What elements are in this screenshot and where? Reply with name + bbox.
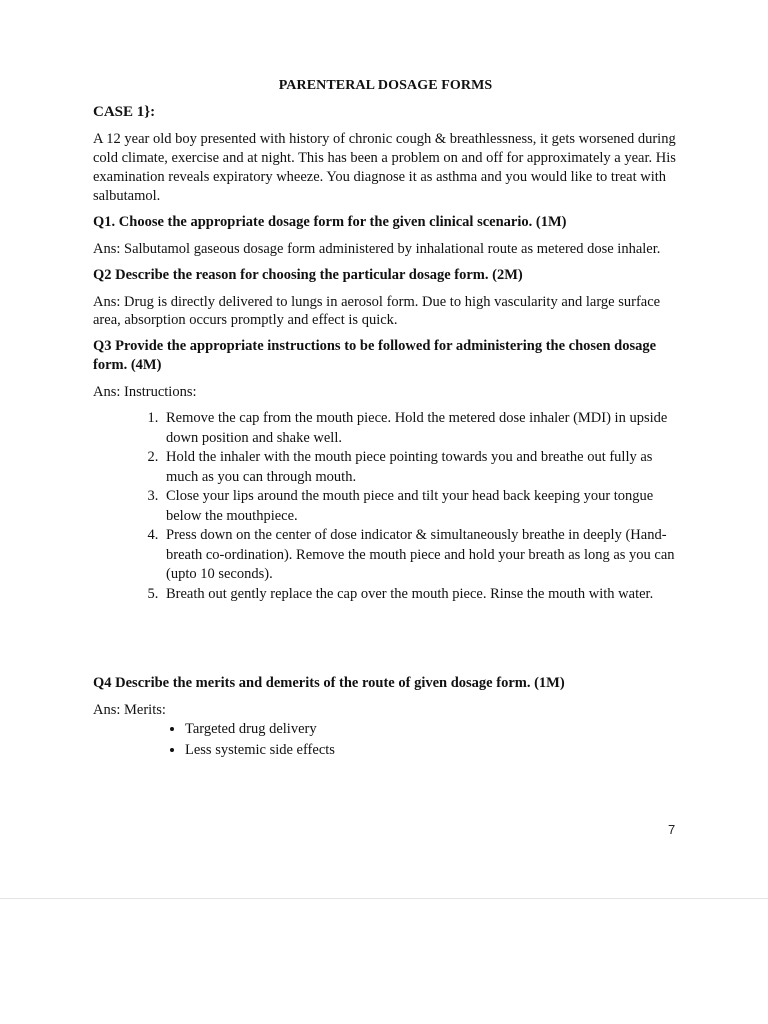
page-content xyxy=(93,78,678,761)
question-1: Q1. Choose the appropriate dosage form for the given clinical scenario. (1M) xyxy=(93,214,567,230)
question-3: Q3 Provide the appropriate instructions to be followed for administering the chosen dosage form. (4M) xyxy=(93,338,657,373)
instruction-step: 4. Press down on the center of dose indicator & simultaneously breathe in deeply (Hand-breath co-ordination). Remove the mouth piece and hold your breath as long as you can (upto 10 seconds). xyxy=(162,526,678,585)
question-2: Q2 Describe the reason for choosing the particular dosage form. (2M) xyxy=(93,267,523,283)
merit-item: • Targeted drug delivery xyxy=(185,719,678,740)
viewer-background[interactable] xyxy=(0,899,768,1024)
merits-list xyxy=(93,719,678,761)
blank-space xyxy=(93,604,678,674)
instruction-step: 1. Remove the cap from the mouth piece. Hold the metered dose inhaler (MDI) in upside down position and shake well. xyxy=(162,409,678,448)
question-4: Q4 Describe the merits and demerits of the route of given dosage form. (1M) xyxy=(93,675,565,691)
answer-1: Ans: Salbutamol gaseous dosage form administered by inhalational route as metered dose inhaler. xyxy=(93,241,661,257)
instruction-step: 2. Hold the inhaler with the mouth piece pointing towards you and breathe out fully as much as you can through mouth. xyxy=(162,448,678,487)
merit-item: • Less systemic side effects xyxy=(185,740,678,761)
answer-2: Ans: Drug is directly delivered to lungs in aerosol form. Due to high vascularity and large surface area, absorption occurs promptly and effect is quick. xyxy=(93,294,661,328)
instruction-list xyxy=(93,409,678,604)
page-number: 7 xyxy=(668,822,676,837)
case-label: CASE 1}: xyxy=(93,104,156,120)
instruction-step: 5. Breath out gently replace the cap over the mouth piece. Rinse the mouth with water. xyxy=(162,585,678,605)
case-description: A 12 year old boy presented with history of chronic cough & breathlessness, it gets worsened during cold climate, exercise and at night. This has been a problem on and off for approximately a year. His examination reveals expiratory wheeze. You diagnose it as asthma and you would like to treat with salbutamol. xyxy=(93,131,676,204)
document-title: PARENTERAL DOSAGE FORMS xyxy=(278,78,493,93)
answer-4-intro: Ans: Merits: xyxy=(93,702,166,718)
answer-3-intro: Ans: Instructions: xyxy=(93,384,197,400)
instruction-step: 3. Close your lips around the mouth piece and tilt your head back keeping your tongue below the mouthpiece. xyxy=(162,487,678,526)
